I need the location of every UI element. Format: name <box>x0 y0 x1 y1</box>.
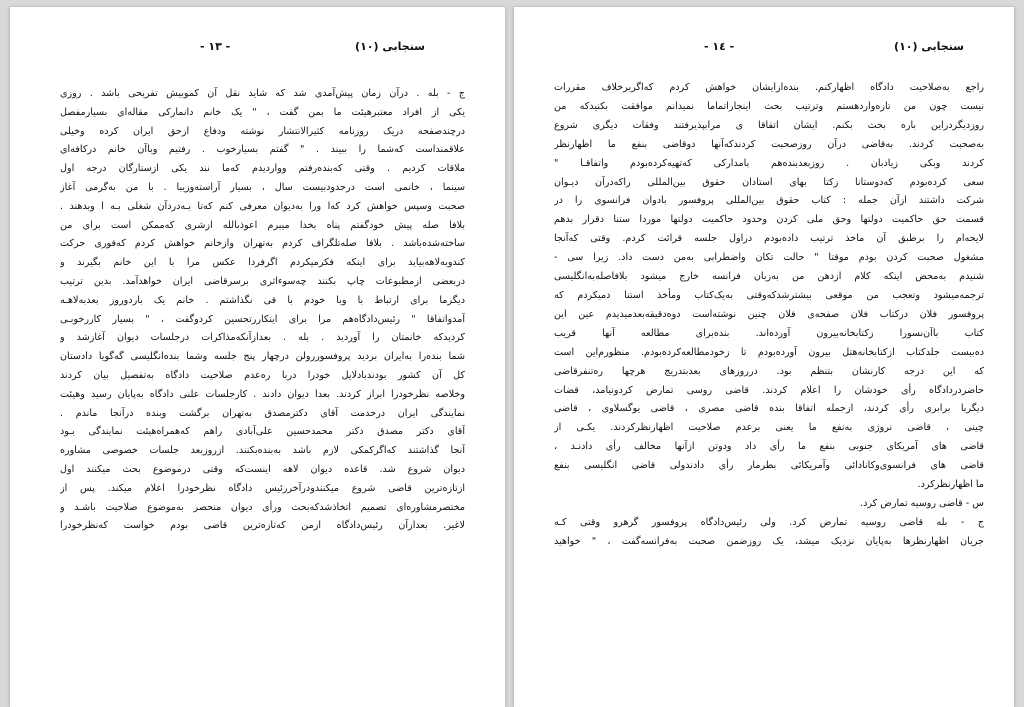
text-line: حاضردردادگاه رأی خودشان را اعلام کردند. قاضی روسی تمارض کردونیامد، قضات <box>554 384 984 396</box>
document-page-14 <box>514 7 1014 707</box>
text-line: ج - بله قاضی روسیه تمارض کرد. ولی رئیس‌دادگاه پروفسور گرهرو وقتی کـه <box>554 516 984 528</box>
text-line: قسمت حق حاکمیت دولتها وحق ملی کردن وحدود حاکمیت دولتها موردا ستنا دقرار بدهم <box>554 214 984 226</box>
page-header <box>50 40 465 58</box>
text-line: ازتازه‌ترین قاضی شروع میکنندودرآخررئیس دادگاه نظرخودرا اعلام میکند. پس از <box>60 482 465 494</box>
page-number: - ١٤ - <box>704 40 735 53</box>
text-line: سینما ، خانمی است درحدودبیست سال ، بسیار آراسته‌وزیبا . با من به‌گرمی آغاز <box>60 181 465 193</box>
text-line: آقای دکتر مصدق دکتر محمدحسین علی‌آبادی راهم که‌همراه‌هیئت نمایندگی بـود <box>60 426 465 438</box>
text-line: ترجمه‌میشود وتعجب من موقعی بیشترشدکه‌وقتی به‌یک‌کتاب ومأخذ استنا دمیکردم که <box>554 289 984 301</box>
text-line: چینی ، قاضی نروژی به‌نفع ما یعنی برعدم صلاحیت اظهارنظرکردند. یکـی از <box>554 422 984 434</box>
text-line: درچندصفحه دریک روزنامه کثیرالانتشار نوشته ودفاع ازحق ایران کرده وخیلی <box>60 125 465 137</box>
text-line: نمایندگی ایران درخدمت آقای دکترمصدق به‌تهران برگشت وبنده درآنجا ماندم . <box>60 407 465 419</box>
text-line: ج - بله . درآن زمان پیش‌آمدی شد که شاید نقل آن کموبیش تفریحی باشد . روزی <box>60 88 465 99</box>
text-line: سعی کرده‌بودم که‌دوستانا زکتا بهای استادان حقوق بین‌المللی راکه‌درآن دیـوان <box>554 176 984 188</box>
text-line: ما اظهارنظرکرد. <box>917 479 984 491</box>
text-line: آمدواتفاقا " رئیس‌دادگاه‌هم مرا برای اینکاررتحسین کردوگفت ، " بسیار کاررخوبـی <box>60 313 465 325</box>
text-line: ملاقات کردیم . وقتی که‌بنده‌رفتم وواردیدم که‌ما نند یکی ازستارگان درجه اول <box>60 163 465 175</box>
text-line: به‌صحبت کردند. به‌قاضی درآن روزصحبت کردندکه‌آنها دوقاضی بنفع ما اظهارنظر <box>554 138 984 150</box>
document-page-13 <box>10 7 505 707</box>
text-line: شرکت داشتند ازآن جمله : کتاب حقوق بین‌المللی پروفسور بادوان فرانسوی را در <box>554 195 984 207</box>
text-line: کندوبه‌لاهه‌بیاید برای اینکه فکرمیکردم اگرفردا عکس مرا با این خانم بگیرند و <box>60 257 465 269</box>
text-line: پروفسور فلان درکتاب فلان صفحه‌ی فلان چنین نوشته‌است دوه‌دقیقه‌بعدمیدیدم عین این <box>554 308 984 320</box>
text-line: قاضی های فرانسوی‌وکانادائی وآمریکائی بطرمار رأی دادندولی قاضی انگلیسی بنفع <box>554 460 984 472</box>
text-line: دیگرما برای ارتباط با وبا خودم با قی نگذاشتم . خانم یک باردوروز بعدبه‌لاهـه <box>60 294 465 306</box>
text-line: مختصرمشاوره‌ای تصمیم اتخاذشدکه‌بحث ورأی دیوان منحصر به‌موضوع صلاحیت باشـد و <box>60 501 465 513</box>
text-line: دیوان شروع شد. قاعده دیوان لاهه اینست‌که وقتی درموضوع بحث میکنند اول <box>60 463 465 475</box>
text-line: علاقمنداست که‌شما را ببیند . " گفتم بسیارخوب . رفتیم وباآن خانم درکافه‌ای <box>60 144 465 156</box>
text-line: روزدیگردراین باره بحث بکنم. ایشان اتفاقا ی مرابپذیرفتند وفقات دیگری شروع <box>554 119 984 131</box>
text-line: وخلاصه نظرخودرا ابراز کردند. بعدا دیوان دادند . کارجلسات علنی دادگاه به‌پایان رسید وهیئت <box>60 388 465 400</box>
text-line: صحبت وسپس خواهش کرد که‌ا ورا به‌دیوان معرفی کنم که‌تا بـه‌دردآن شغلی بـه ا وبدهند . <box>60 200 465 212</box>
text-line: کل آن کشور بودندبادلایل خودرا دربا ره‌عدم صلاحیت دادگاه به‌تفصیل بیان کردند <box>60 369 465 381</box>
text-line: راجع به‌صلاحیت دادگاه اظهارکنم. بنده‌ازایشان خواهش کردم که‌اگربرخلاف مقررات <box>554 82 984 93</box>
text-line: شما بنده‌را به‌ایران بردید پروفسوررولن درچهار پنج جلسه وشما بنده‌انگلیسی گه‌گویا دادستان <box>60 351 465 363</box>
page-header-title: سنجابی (١٠) <box>894 40 964 53</box>
text-line: شنیدم به‌محض اینکه کلام ازدهن من به‌زبان فرانسه خارج میشود بلافاصله‌به‌انگلیسی <box>554 271 984 283</box>
text-line: نیست چون من تازه‌واردهستم وترتیب بحث اینجاراتماما نمیدانم موافقت بکنیدکه من <box>554 100 984 112</box>
text-line: جریان اظهارنظرها به‌پایان نزدیک میشد، یک روزضمن صحبت به‌فرانسه‌گفت ، " خواهید <box>554 535 984 547</box>
page-number: - ١٣ - <box>200 40 231 53</box>
text-line: دربعضی ازمطبوعات چاپ بکنند چه‌سوءاثری برسرقاضی ایران خواهدآمد. بدین ترتیب <box>60 275 465 287</box>
text-line: ساخته‌شده‌باشد . بلافا صله‌تلگراف کردم به‌تهران وازخانم خواهش کردم که‌فوری حرکت <box>60 238 465 250</box>
text-line: که این درجه کارنشان بتنظم بود. درروزهای بعدبتدریج هرچها ره‌تنفرقاضی <box>554 365 984 377</box>
text-line: بلافا صله پیش خودگفتم پناه بخدا میبرم اعوذبالله ازشری که‌ممکن است برای من <box>60 219 465 231</box>
text-line: ده‌بیست جلدکتاب ازکتابخانه‌هتل بیرون آورده‌بودم تا زخودمطالعه‌کرده‌بودم. منظورم‌این است <box>554 346 984 358</box>
text-line: کردند وبکی زیادبان . روزبعدبنده‌هم بامدارکی که‌تهیه‌کرده‌بودم واتفاقـا " <box>554 157 984 169</box>
text-line: آنجا گذاشتند که‌اگرکمکی لازم باشد به‌بنده‌بکنند. ازروزبعد جلسات خصوصی مشاوره <box>60 445 465 457</box>
page-header-title: سنجابی (١٠) <box>355 40 425 53</box>
text-line: لایحه‌ام را برطبق آن ماخذ ترتیب داده‌بودم دراول جلسه قرائت کردم. وقتی که‌آنجا <box>554 233 984 245</box>
page-body-text <box>554 79 984 552</box>
text-line: س - قاضی روسیه تمارض کرد. <box>860 497 984 509</box>
text-line: کتاب باآن‌نسورا زکتابخانه‌بیرون آورده‌اند. بنده‌برای مطالعه آنها قریب <box>554 327 984 339</box>
page-body-text <box>60 85 465 536</box>
text-line: کردیدکه خانمتان را آوردید . بله . بعدازآنکه‌مذاکرات درجلسات دیوان آغازشد و <box>60 332 465 344</box>
text-line: یکی از افراد معتبرهیئت ما بمن گفت ، " یک خانم دانمارکی مقاله‌ای بسیارمفصل <box>60 106 465 118</box>
text-line: دیگربا برابری رأی کردند، ازجمله اتفاقا ‌بنده قاضی مصری ، قاضی یوگسلاوی ، قاضی <box>554 403 984 415</box>
text-line: مشغول صحبت کردن بودم موقتا " حالت تکان واضطرابی به‌من دست داد. زیرا ‌سی - <box>554 252 984 264</box>
text-line: لاغیر. بعدازآن رئیس‌دادگاه ازمن که‌تازه‌ترین قاضی بودم خواست که‌نظرخودرا <box>60 520 465 532</box>
text-line: قاضی های آمریکای جنوبی بنفع ما رأی داد ودوتن ازآنها مخالف رأی دادنـد ، <box>554 441 984 453</box>
page-header <box>554 40 974 58</box>
